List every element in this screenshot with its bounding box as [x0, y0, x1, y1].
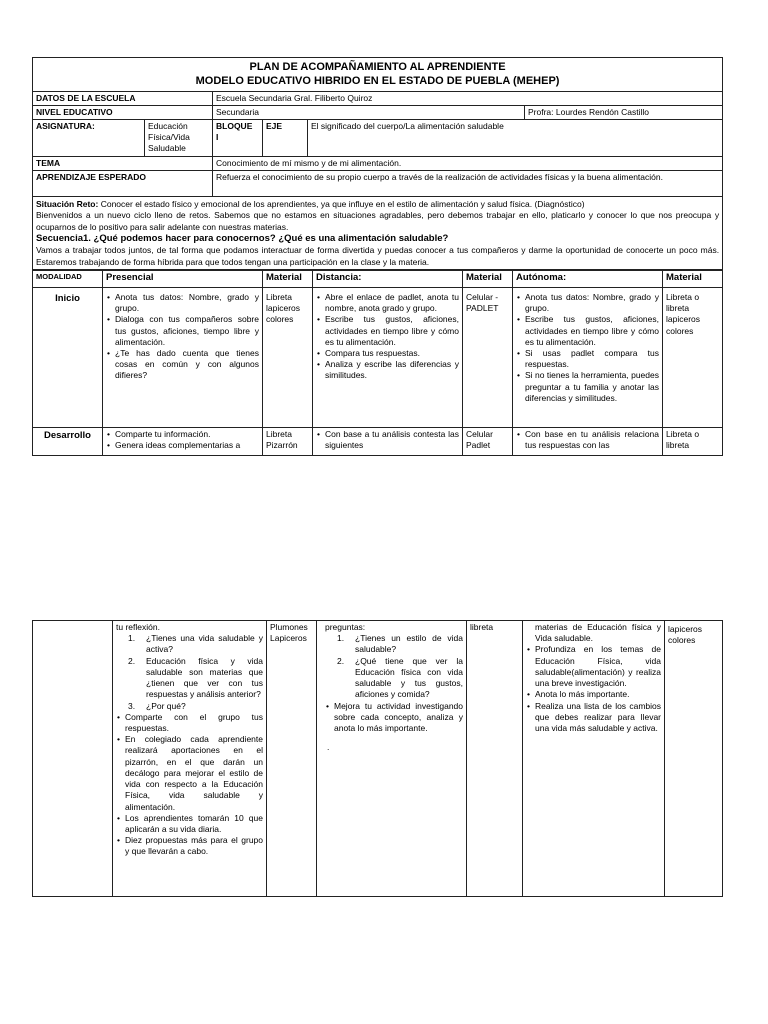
distancia-question: 2. ¿Qué tiene que ver la Educación física con vida saludable y tus gustos, aficiones y comida? — [337, 655, 463, 700]
desarrollo-material-1-top: Libreta Pizarrón — [263, 427, 313, 455]
bloque-value: I — [216, 132, 219, 143]
nivel-value: Secundaria — [213, 105, 525, 119]
aprendizaje-value: Refuerza el conocimiento de su propio cuerpo a través de la realización de actividades físicas y la buena alimentación. — [213, 171, 723, 197]
presencial-question: 3. ¿Por qué? — [128, 700, 186, 711]
presencial-cont-item: • Comparte con el grupo tus respuestas. — [116, 712, 263, 734]
reto-label: Situación Reto: — [36, 199, 99, 210]
inicio-distancia-item: • Abre el enlace de padlet, anota tu nombre, anota grado y grupo. — [316, 292, 459, 314]
inicio-distancia-item: • Compara tus respuestas. — [316, 348, 459, 359]
asignatura-label: ASIGNATURA: — [33, 120, 145, 157]
desarrollo-material-2-cont: libreta — [467, 621, 523, 897]
autonoma-lead: materias de Educación física y Vida saludable. — [535, 622, 661, 644]
plan-document-part-1 — [32, 57, 722, 456]
distancia-lead: preguntas: — [325, 622, 366, 632]
inicio-distancia-item: • Escribe tus gustos, aficiones, actividades en tiempo libre y cómo es tu alimentación. — [316, 314, 459, 348]
inicio-autonoma-item: • Si no tienes la herramienta, puedes preguntar a tu familia y anotar las diferencias y similitudes. — [516, 370, 659, 404]
document-title — [33, 58, 723, 92]
tema-label: TEMA — [33, 157, 213, 171]
presencial-question: 1. ¿Tienes una vida saludable y activa? — [128, 633, 263, 655]
autonoma-cont-item: • Profundiza en los temas de Educación Física, vida saludable(alimentación) y realiza una breve investigación. — [526, 644, 661, 689]
situacion-block — [33, 197, 723, 270]
inicio-autonoma-item: • Si usas padlet compara tus respuestas. — [516, 348, 659, 370]
reto-text: Conocer el estado físico y emocional de los aprendientes, ya que influye en el estilo de alimentación y salud física. (Diagnóstico) — [98, 199, 585, 210]
nivel-label: NIVEL EDUCATIVO — [33, 105, 213, 119]
activities-table — [32, 270, 723, 456]
inicio-distancia-item: • Analiza y escribe las diferencias y similitudes. — [316, 359, 459, 381]
desarrollo-presencial-item: • Comparte tu información. — [106, 429, 259, 440]
bloque-label: BLOQUE — [216, 121, 253, 132]
desarrollo-autonoma-item: • Con base en tu análisis relaciona tus respuestas con las — [516, 429, 659, 451]
inicio-distancia — [313, 287, 463, 427]
eje-value: El significado del cuerpo/La alimentación saludable — [308, 120, 723, 157]
col-distancia: Distancia: — [313, 270, 463, 287]
inicio-presencial — [103, 287, 263, 427]
desarrollo-autonoma-top — [513, 427, 663, 455]
inicio-presencial-item: • Anota tus datos: Nombre, grado y grupo. — [106, 292, 259, 314]
desarrollo-presencial-top — [103, 427, 263, 455]
desarrollo-distancia-top — [313, 427, 463, 455]
inicio-material-1: Libreta lapiceros colores — [263, 287, 313, 427]
desarrollo-presencial-item: • Genera ideas complementarias a — [106, 440, 259, 451]
header-table — [32, 57, 723, 270]
desarrollo-presencial-cont — [113, 621, 267, 897]
col-autonoma: Autónoma: — [513, 270, 663, 287]
distancia-dot: . — [327, 742, 330, 753]
inicio-autonoma — [513, 287, 663, 427]
inicio-autonoma-item: • Escribe tus gustos, aficiones, actividades en tiempo libre y cómo es tu alimentación. — [516, 314, 659, 348]
presencial-question: 2. Educación física y vida saludable son materias que ¿tienen que ver con tus respuestas y análisis anterior? — [128, 655, 263, 700]
desarrollo-distancia-cont — [317, 621, 467, 897]
presencial-lead: tu reflexión. — [116, 622, 160, 632]
tema-value: Conocimiento de mí mismo y de mi alimentación. — [213, 157, 723, 171]
title-line-1: PLAN DE ACOMPAÑAMIENTO AL APRENDIENTE — [249, 61, 506, 73]
desarrollo-material-2-top: Celular Padlet — [463, 427, 513, 455]
aprendizaje-label: APRENDIZAJE ESPERADO — [33, 171, 213, 197]
inicio-material-3: Libreta o libreta lapiceros colores — [663, 287, 723, 427]
inicio-autonoma-item: • Anota tus datos: Nombre, grado y grupo. — [516, 292, 659, 314]
desarrollo-autonoma-cont — [523, 621, 665, 897]
row-inicio-label: Inicio — [33, 287, 103, 427]
presencial-cont-item: • Diez propuestas más para el grupo y que llevarán a cabo. — [116, 835, 263, 857]
title-line-2: MODELO EDUCATIVO HIBRIDO EN EL ESTADO DE PUEBLA (MEHEP) — [195, 75, 560, 88]
secuencia-title: Secuencia1. ¿Qué podemos hacer para conocernos? ¿Qué es una alimentación saludable? — [36, 232, 449, 244]
bloque-cell — [213, 120, 263, 157]
col-material-1: Material — [263, 270, 313, 287]
autonoma-cont-item: • Anota lo más importante. — [526, 689, 661, 700]
col-presencial: Presencial — [103, 270, 263, 287]
activities-table-continued — [32, 620, 723, 897]
col-material-2: Material — [463, 270, 513, 287]
inicio-presencial-item: • ¿Te has dado cuenta que tienes cosas en común y con algunos difieres? — [106, 348, 259, 382]
presencial-cont-item: • En colegiado cada aprendiente realizará aportaciones en el pizarrón, en el que darán un decálogo para mejorar el estilo de vida con respecto a la Educación Física, vida saludable y alimentación. — [116, 734, 263, 813]
desarrollo-material-1-cont: Plumones Lapiceros — [267, 621, 317, 897]
distancia-cont-item: • Mejora tu actividad investigando sobre cada concepto, analiza y anota lo más importante. — [325, 701, 463, 735]
autonoma-cont-item: • Realiza una lista de los cambios que debes realizar para llevar una vida más saludable y activa. — [526, 701, 661, 735]
inicio-presencial-item: • Dialoga con tus compañeros sobre tus gustos, aficiones, tiempo libre y alimentación. — [106, 314, 259, 348]
plan-document-part-2 — [32, 620, 722, 897]
distancia-question: 1. ¿Tienes un estilo de vida saludable? — [337, 633, 463, 655]
col-modalidad: MODALIDAD — [33, 270, 103, 287]
desarrollo-distancia-item: • Con base a tu análisis contesta las siguientes — [316, 429, 459, 451]
desarrollo-material-3-top: Libreta o libreta — [663, 427, 723, 455]
profra-value: Profra: Lourdes Rendón Castillo — [525, 105, 723, 119]
escuela-value: Escuela Secundaria Gral. Filiberto Quiroz — [213, 91, 723, 105]
inicio-material-2: Celular -PADLET — [463, 287, 513, 427]
desarrollo-label-empty — [33, 621, 113, 897]
presencial-cont-item: • Los aprendientes tomarán 10 que aplicarán a su vida diaria. — [116, 813, 263, 835]
bienvenida-text: Bienvenidos a un nuevo ciclo lleno de retos. Sabemos que no estamos en situaciones agradables, pero debemos trabajar en ello, platicarlo y conocer lo que nos preocupa y ocuparnos de lo positivo para salir adelante con nuestras materias. — [36, 210, 720, 232]
desarrollo-material-3-cont: lapiceros colores — [665, 621, 723, 897]
eje-label: EJE — [263, 120, 308, 157]
intro-text: Vamos a trabajar todos juntos, de tal forma que podamos interactuar de forma divertida y puedas conocer a tus compañeros y darme la oportunidad de conocerte un poco más. Estaremos trabajando de forma híbrida para que todos tengan una participación en la clase y la materia. — [36, 245, 720, 267]
row-desarrollo-label: Desarrollo — [33, 427, 103, 455]
col-material-3: Material — [663, 270, 723, 287]
asignatura-value: Educación Física/Vida Saludable — [145, 120, 213, 157]
escuela-label: DATOS DE LA ESCUELA — [33, 91, 213, 105]
